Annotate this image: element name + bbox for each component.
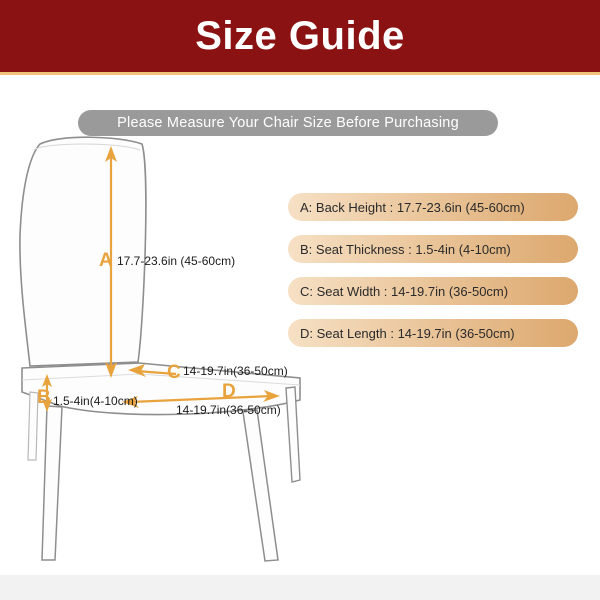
dimension-label-d-value: 14-19.7in(36-50cm) [176,403,281,417]
chair-leg-front-right [243,410,278,561]
dimension-label-a-letter: A [99,250,113,271]
legend-item-d [288,319,578,347]
measurement-legend [288,193,578,361]
legend-item-d-label: D: Seat Length : 14-19.7in (36-50cm) [300,325,515,341]
legend-item-c [288,277,578,305]
chair-leg-front-left [42,406,62,560]
legend-item-a [288,193,578,221]
legend-item-b-label: B: Seat Thickness : 1.5-4in (4-10cm) [300,241,511,257]
subtitle-text: Please Measure Your Chair Size Before Purchasing [117,115,459,131]
dimension-label-d-letter: D [222,381,236,402]
chair-backrest [20,137,146,366]
dimension-label-c-value: 14-19.7in(36-50cm) [183,364,288,378]
dimension-label-b-letter: B [37,387,51,408]
dimension-label-b-value: 1.5-4in(4-10cm) [53,394,138,408]
bottom-strip [0,575,600,600]
dimension-label-a-value: 17.7-23.6in (45-60cm) [117,254,236,268]
banner-underline [0,72,600,75]
legend-item-c-label: C: Seat Width : 14-19.7in (36-50cm) [300,283,509,299]
legend-item-b [288,235,578,263]
legend-item-a-label: A: Back Height : 17.7-23.6in (45-60cm) [300,199,525,215]
header-banner [0,0,600,75]
page-title: Size Guide [195,13,405,58]
dimension-label-c-letter: C [167,362,181,383]
